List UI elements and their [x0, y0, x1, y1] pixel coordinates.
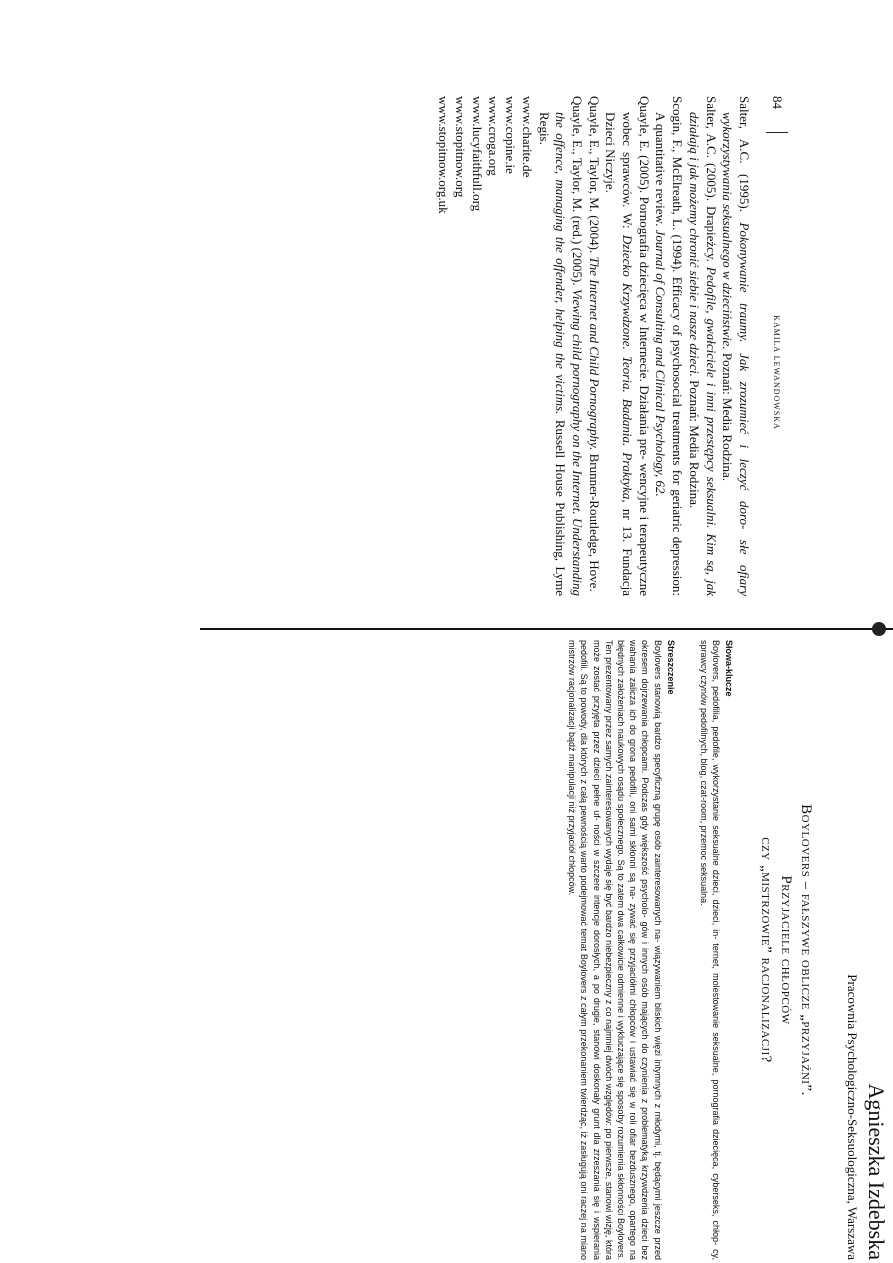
reference-text: www.copine.ie	[503, 96, 519, 174]
reference-entry	[652, 96, 685, 596]
reference-entry	[485, 96, 502, 596]
keywords-text: Boylovers, pedofilia, pedofile, wykorzystanie seksualne dzieci, dzieci, in- ternet, molestowanie seksualne, pornografia dziecięca, cyberseks, chłop- cy, sprawcy czynów pedofilnych, blog, czat-room, przemoc seksualna.	[698, 640, 721, 1260]
reference-text: Quayle, E., Taylor, M. (red.) (2005).	[569, 96, 585, 289]
title-line-3: czy „mistrzowie” racjonalizacji?	[758, 837, 774, 1063]
author-name: Agnieszka Izdebska	[864, 1083, 889, 1260]
reference-entry	[719, 96, 752, 596]
reference-title: Viewing child pornography on the Internet. Understanding the offence, managing the offender, helping the victims.	[553, 112, 585, 596]
reference-entry	[585, 96, 602, 596]
page-number: 84	[770, 96, 785, 109]
reference-text: www.charite.de	[519, 96, 535, 178]
reference-text: Quayle, E., Taylor, M. (2004).	[586, 96, 602, 257]
reference-text: www.lucyfaithfull.org	[469, 96, 485, 212]
scan-binding-mark	[872, 622, 886, 636]
reference-text: Salter, A.C. (2005). Drapieżcy.	[703, 96, 719, 267]
reference-text: www.stopitnow.org	[453, 96, 469, 198]
reference-text: www.stopitnow.org.uk	[436, 96, 452, 214]
abstract-text: Boylovers stanowią bardzo specyficzną grupę osób zainteresowanych na- wiązywaniem bliskich więzi intymnych z młodymi, tj. będącymi jeszcze przed okresem dojrzewania chłopcami. Podczas gdy większość psycholo- gów i innych osób mających do czynienia z problematyką krzywdzenia dzieci bez wahania zalicza ich do grona pedofili, oni sami skłonni są na- zywać się przyjaciółmi chłopców i ustawiać się w roli ofiar bezdusznego, opartego na błędnych założeniach naukowych osądu społecznego. Są to zatem dwa całkowicie odmienne i wykluczające się sposoby rozumienia skłonności Boylovers. Ten prezentowany przez samych zainteresowanych wydaje się być bardzo niebezpieczny z co najmniej dwóch względów: po pierwsze, stanowi wizję, która może zostać przyjęta przez dzieci pełne uf- ności w szczere intencje dorosłych, a po drugie, stanowi doskonały grunt dla zrzeszania się i wspierania pedofili. Są to powody, dla których z całą pewnością warto podejmować temat Boylovers z całym przekonaniem twierdząc, iż zasługują oni raczej na miano mistrzów racjonalizacji bądź manipulacji niż przyjaciół chłopców.	[567, 640, 663, 1260]
reference-text: Scogin, F., McElreath, L. (1994). Efficacy of psychosocial treatments for geriatric depression: A quantitative review.	[653, 96, 686, 596]
reference-entry	[468, 96, 485, 596]
reference-title: Pedofile, gwałciciele i inni przestępcy seksualni. Kim są, jak działają i jak możemy chronić siebie i nasze dzieci.	[686, 112, 719, 596]
running-author: KAMILA LEWANDOWSKA	[772, 315, 782, 430]
reference-entry	[535, 96, 585, 596]
title-line-1: Boylovers – fałszywe oblicze „przyjaźni”.	[798, 804, 814, 1096]
reference-text: www.croga.org	[486, 96, 502, 176]
reference-publisher: Poznań: Media Rodzina.	[686, 376, 702, 509]
reference-publisher: nr 13. Fundacja Dzieci Niczyje.	[603, 112, 636, 596]
reference-title: Pokonywanie traumy. Jak zrozumieć i leczyć doro- słe ofiary wykorzystywania seksualnego w dzieciństwie.	[720, 112, 752, 596]
reference-publisher: Brunner-Routledge, Hove.	[586, 450, 602, 592]
running-head	[764, 96, 790, 596]
reference-list	[435, 96, 752, 596]
reference-page	[90, 96, 790, 596]
reference-text: Quayle, E. (2005). Pornografia dziecięca w Internecie. Działania pre- wencyjne i terapeutyczne wobec sprawców. W:	[620, 96, 652, 596]
keywords-label: Słowa-klucze	[724, 640, 734, 697]
reference-text: Salter, A.C. (1995).	[737, 96, 752, 223]
reference-entry	[602, 96, 652, 596]
reference-entry	[435, 96, 452, 596]
reference-publisher: Poznań: Media Rodzina.	[720, 349, 736, 482]
reference-publisher: Russell House Publishing, Lyme Regis.	[536, 112, 569, 596]
reference-entry	[451, 96, 468, 596]
reference-title: Dziecko Krzywdzone. Teoria. Badania. Praktyka,	[620, 234, 636, 503]
reference-entry	[685, 96, 718, 596]
article-page	[100, 640, 890, 1260]
reference-title: The Internet and Child Pornography.	[586, 256, 602, 451]
reference-entry	[518, 96, 535, 596]
title-line-2: Przyjaciele chłopców	[778, 875, 794, 1025]
header-rule	[766, 132, 788, 133]
author-affiliation: Pracownia Psychologiczno-Seksuologiczna, Warszawa	[845, 974, 860, 1260]
article-title	[756, 640, 816, 1260]
abstract-label: Streszczenie	[665, 640, 676, 695]
reference-title: Journal of Consulting and Clinical Psychology, 62.	[653, 229, 669, 497]
reference-entry	[501, 96, 518, 596]
page-fold-line	[200, 628, 893, 630]
